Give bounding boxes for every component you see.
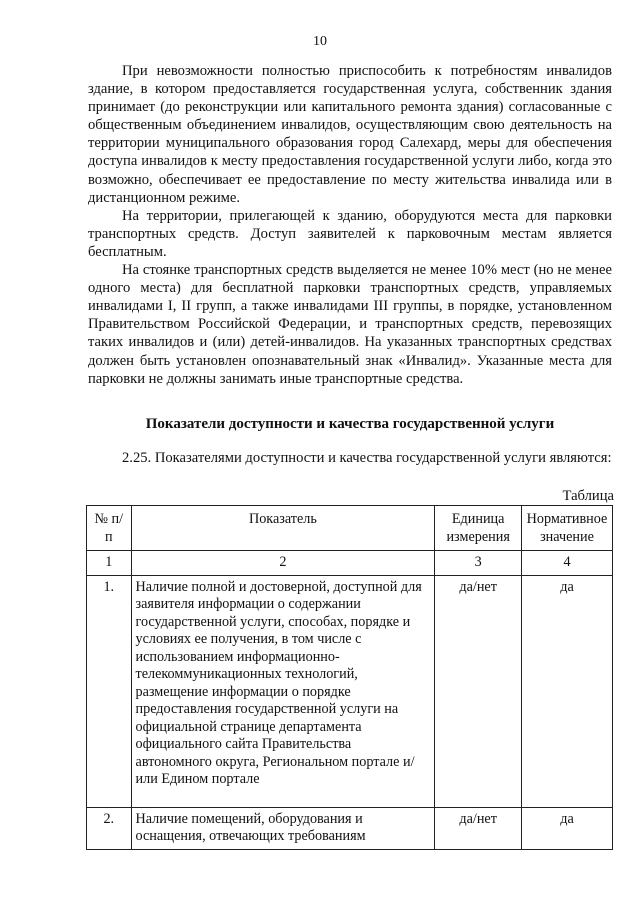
header-indicator: Показатель [131, 506, 435, 551]
table-row [87, 807, 613, 849]
header-value: Нормативное значение [522, 506, 613, 551]
table-caption: Таблица [562, 488, 614, 504]
paragraph-parking-territory: На территории, прилегающей к зданию, оборудуются места для парковки транспортных средств. Доступ заявителей к парковочным местам является бесплатным. [88, 207, 612, 260]
table-row [87, 575, 613, 807]
page-bottom-cut [0, 897, 640, 905]
indicators-table [86, 505, 613, 850]
column-number-1: 1 [87, 551, 132, 576]
row-value: да [522, 807, 613, 849]
row-unit: да/нет [435, 807, 522, 849]
header-number: № п/п [87, 506, 132, 551]
header-unit: Единица измерения [435, 506, 522, 551]
column-number-2: 2 [131, 551, 435, 576]
column-number-4: 4 [522, 551, 613, 576]
paragraph-accessibility-measures: При невозможности полностью приспособить к потребностям инвалидов здание, в котором предоставляется государственная услуга, собственник здания принимает (до реконструкции или капитального ремонта здания) согласованные с общественным объединением инвалидов, осуществляющим свою деятельность на территории муниципального образования город Салехард, меры для обеспечения доступа инвалидов к месту предоставления государственной услуги либо, когда это возможно, обеспечивает ее предоставление по месту жительства инвалида или в дистанционном режиме. [88, 63, 612, 206]
paragraph-parking-spaces: На стоянке транспортных средств выделяется не менее 10% мест (но не менее одного места) для бесплатной парковки транспортных средств, управляемых инвалидами I, II групп, а также инвалидами III группы, в порядке, установленном Правительством Российской Федерации, и транспортных средств, перевозящих таких инвалидов и (или) детей-инвалидов. На указанных транспортных средствах должен быть установлен опознавательный знак «Инвалид». Указанные места для парковки не должны занимать иные транспортные средства. [88, 262, 612, 387]
row-number: 1. [87, 575, 132, 807]
row-value: да [522, 575, 613, 807]
table-column-numbers-row [87, 551, 613, 576]
page-number: 10 [313, 34, 327, 49]
section-title: Показатели доступности и качества государственной услуги [145, 416, 555, 432]
body-text [88, 62, 612, 388]
row-indicator: Наличие полной и достоверной, доступной для заявителя информации о содержании государственной услуги, способах, порядке и условиях ее получения, в том числе с использованием информационно-телекоммуникационных технологий, размещение информации о порядке предоставления государственной услуги на официальной странице департамента официального сайта Правительства автономного округа, Региональном портале и/или Едином портале [131, 575, 435, 807]
row-indicator: Наличие помещений, оборудования и оснащения, отвечающих требованиям [131, 807, 435, 849]
indicators-intro: 2.25. Показателями доступности и качества государственной услуги являются: [122, 450, 612, 466]
row-unit: да/нет [435, 575, 522, 807]
column-number-3: 3 [435, 551, 522, 576]
row-number: 2. [87, 807, 132, 849]
table-header-row [87, 506, 613, 551]
